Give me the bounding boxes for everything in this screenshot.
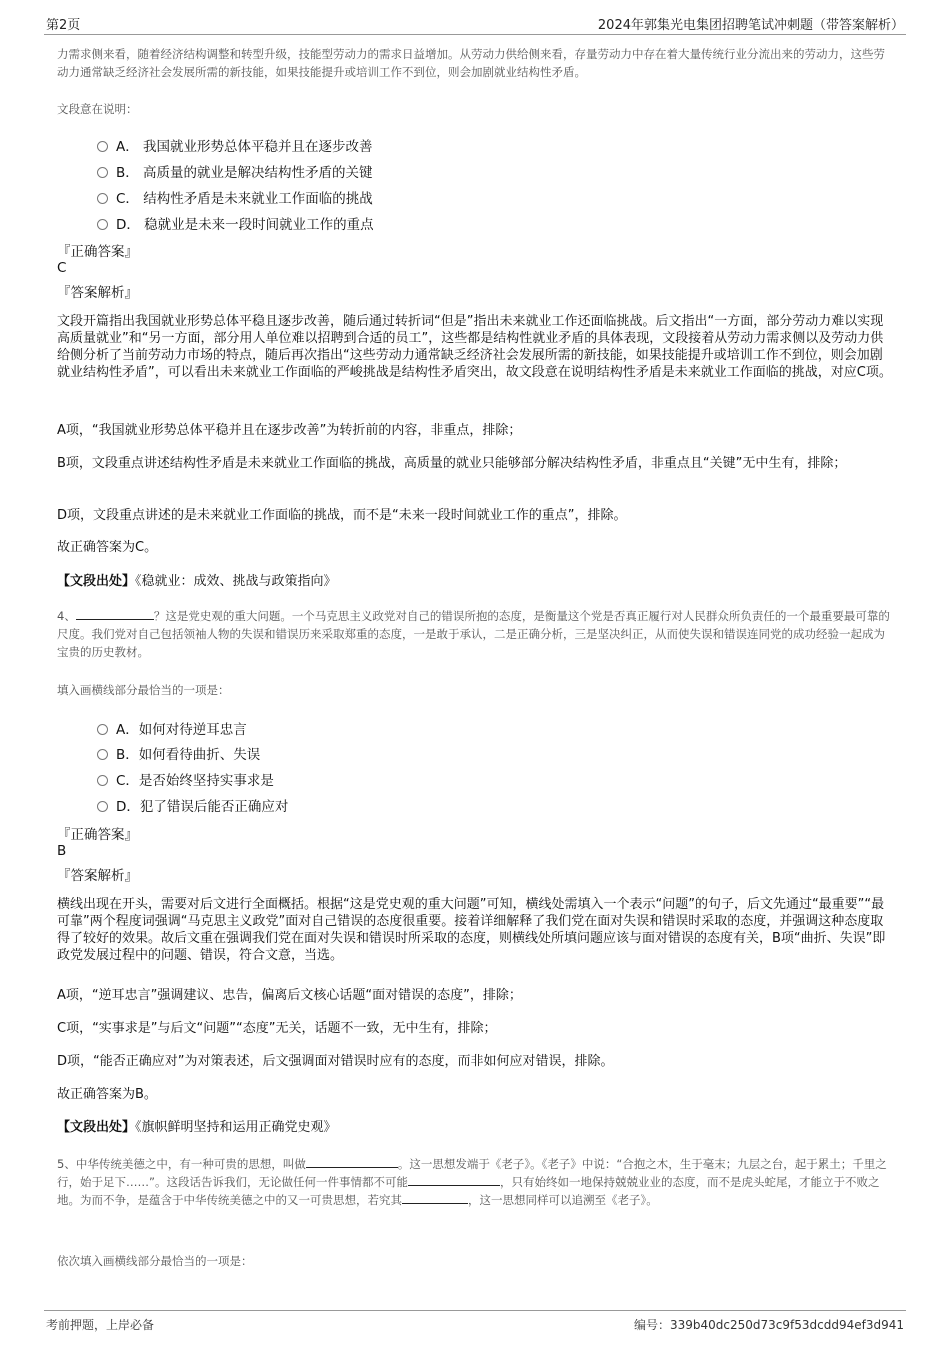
q4-blank bbox=[76, 607, 154, 620]
document-title: 2024年郭集光电集团招聘笔试冲刺题（带答案解析） bbox=[597, 18, 904, 33]
q5-blank-1 bbox=[306, 1155, 398, 1168]
radio-icon[interactable] bbox=[97, 193, 108, 204]
q3-analysis-label: 『答案解析』 bbox=[57, 285, 138, 301]
q4-option-a[interactable]: A．如何对待逆耳忠言 bbox=[97, 718, 247, 738]
q3-note-b: B项，文段重点讲述结构性矛盾是未来就业工作面临的挑战，高质量的就业只能够部分解决结构性矛盾，非重点且“关键”无中生有，排除； bbox=[57, 456, 847, 471]
footer-slogan: 考前押题，上岸必备 bbox=[46, 1318, 155, 1332]
q3-option-c[interactable]: C． 结构性矛盾是未来就业工作面临的挑战 bbox=[97, 187, 373, 207]
q4-option-c[interactable]: C．是否始终坚持实事求是 bbox=[97, 769, 274, 789]
q3-prompt: 文段意在说明： bbox=[57, 102, 138, 116]
q4-prompt: 填入画横线部分最恰当的一项是： bbox=[57, 683, 230, 697]
radio-icon[interactable] bbox=[97, 141, 108, 152]
footer-code: 编号：339b40dc250d73c9f53dcdd94ef3d941 bbox=[633, 1318, 904, 1332]
q3-note-d: D项，文段重点讲述的是未来就业工作面临的挑战，而不是“未来一段时间就业工作的重点”，排除。 bbox=[57, 508, 627, 523]
q3-option-b[interactable]: B． 高质量的就业是解决结构性矛盾的关键 bbox=[97, 161, 373, 181]
q4-answer: B bbox=[57, 843, 67, 859]
q3-analysis: 文段开篇指出我国就业形势总体平稳且逐步改善，随后通过转折词“但是”指出未来就业工作还面临挑战。后文指出“一方面，部分劳动力难以实现高质量就业”和“另一方面，部分用人单位难以招聘到合适的员工”，这些都是结构性就业矛盾的具体表现，文段接着从劳动力需求侧以及劳动力供给侧分析了当前劳动力市场的特点，随后再次指出“这些劳动力通常缺乏经济社会发展所需的新技能，如果技能提升或培训工作不到位，则会加剧就业结构性矛盾”，可以看出未来就业工作面临的严峻挑战是结构性矛盾突出，故文段意在说明结构性矛盾是未来就业工作面临的挑战，对应C项。 bbox=[57, 314, 892, 380]
radio-icon[interactable] bbox=[97, 775, 108, 786]
q3-passage: 力需求侧来看，随着经济结构调整和转型升级，技能型劳动力的需求日益增加。从劳动力供给侧来看，存量劳动力中存在着大量传统行业分流出来的劳动力，这些劳动力通常缺乏经济社会发展所需的新技能，如果技能提升或培训工作不到位，则会加剧就业结构性矛盾。 bbox=[57, 47, 885, 79]
radio-icon[interactable] bbox=[97, 167, 108, 178]
q3-option-d[interactable]: D． 稳就业是未来一段时间就业工作的重点 bbox=[97, 213, 374, 233]
q4-note-a: A项，“逆耳忠言”强调建议、忠告，偏离后文核心话题“面对错误的态度”，排除； bbox=[57, 988, 522, 1003]
q4-option-b[interactable]: B．如何看待曲折、失误 bbox=[97, 743, 260, 763]
q5-prompt: 依次填入画横线部分最恰当的一项是： bbox=[57, 1254, 253, 1268]
page-header bbox=[44, 12, 906, 35]
q4-note-d: D项，“能否正确应对”为对策表述，后文强调面对错误时应有的态度，而非如何应对错误，排除。 bbox=[57, 1054, 614, 1069]
q4-analysis-label: 『答案解析』 bbox=[57, 868, 138, 884]
radio-icon[interactable] bbox=[97, 219, 108, 230]
q3-option-a[interactable]: A． 我国就业形势总体平稳并且在逐步改善 bbox=[97, 135, 373, 155]
q3-answer-label: 『正确答案』 bbox=[57, 244, 138, 260]
radio-icon[interactable] bbox=[97, 749, 108, 760]
radio-icon[interactable] bbox=[97, 801, 108, 812]
q3-answer: C bbox=[57, 260, 67, 276]
q3-source: 【文段出处】《稳就业：成效、挑战与政策指向》 bbox=[57, 574, 337, 589]
radio-icon[interactable] bbox=[97, 724, 108, 735]
q5-blank-2 bbox=[408, 1173, 500, 1186]
q5-passage: 5、中华传统美德之中，有一种可贵的思想，叫做 。这一思想发端于《老子》。《老子》中说：“合抱之木，生于毫末；九层之台，起于累土；千里之行，始于足下……”。这段话告诉我们，无论做任何一件事情都不可能 ，只有始终如一地保持兢兢业业的态度，而不是虎头蛇尾，才能立于不败之地。为而不争，是蕴含于中华传统美德之中的又一可贵思想，若究其 ，这一思想同样可以追溯至《老子》。 bbox=[57, 1157, 887, 1207]
q3-note-a: A项，“我国就业形势总体平稳并且在逐步改善”为转折前的内容，非重点，排除； bbox=[57, 423, 522, 438]
page-number: 第2页 bbox=[46, 18, 81, 33]
q4-conclusion: 故正确答案为B。 bbox=[57, 1087, 157, 1102]
q4-passage: 4、 ？这是党史观的重大问题。一个马克思主义政党对自己的错误所抱的态度，是衡量这个党是否真正履行对人民群众所负责任的一个最重要最可靠的尺度。我们党对自己包括领袖人物的失误和错误历来采取郑重的态度，一是敢于承认，二是正确分析，三是坚决纠正，从而使失误和错误连同党的成功经验一起成为宝贵的历史教材。 bbox=[57, 609, 890, 659]
page-footer bbox=[44, 1310, 906, 1332]
q4-answer-label: 『正确答案』 bbox=[57, 827, 138, 843]
q3-conclusion: 故正确答案为C。 bbox=[57, 540, 158, 555]
q4-source: 【文段出处】《旗帜鲜明坚持和运用正确党史观》 bbox=[57, 1120, 337, 1135]
q5-blank-3 bbox=[402, 1191, 468, 1204]
q4-option-d[interactable]: D．犯了错误后能否正确应对 bbox=[97, 795, 288, 815]
q4-note-c: C项，“实事求是”与后文“问题”“态度”无关，话题不一致，无中生有，排除； bbox=[57, 1021, 497, 1036]
q4-analysis: 横线出现在开头，需要对后文进行全面概括。根据“这是党史观的重大问题”可知，横线处需填入一个表示“问题”的句子，后文先通过“最重要”“最可靠”两个程度词强调“马克思主义政党”面对自己错误的态度很重要。接着详细解释了我们党在面对失误和错误时采取的态度，并强调这种态度取得了较好的效果。故后文重在强调我们党在面对失误和错误时所采取的态度，则横线处所填问题应该与面对错误的态度有关，B项“曲折、失误”即政党发展过程中的问题、错误，符合文意，当选。 bbox=[57, 897, 886, 963]
